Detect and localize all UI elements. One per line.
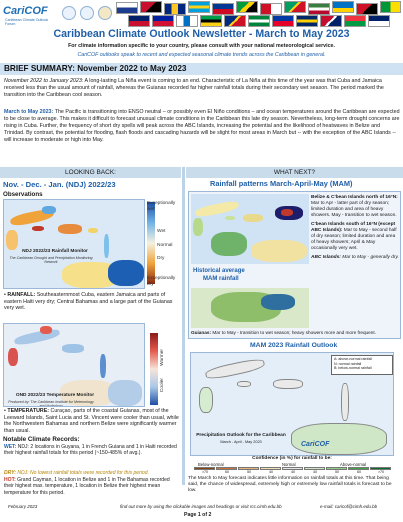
column-divider [182, 167, 185, 485]
hispaniola-shape [58, 224, 82, 234]
rain-map-caption: NDJ 2022/23 Rainfall Monitor [22, 249, 88, 254]
belize-shape [193, 218, 203, 236]
logo-word: CariCOF [3, 5, 48, 17]
key-normal: N: normal rainfall [334, 361, 362, 366]
note-north [311, 195, 399, 219]
scale-label-exceptionally-dry: Exceptionally dry [147, 276, 176, 287]
bahamas-shape [42, 206, 56, 214]
flag-icon [176, 15, 198, 27]
temperature-text: Curaçao, parts of the coastal Guianas, most of the Leeward Islands, Saint Lucia and St. Vincent were cooler than usual, while the Northwestern Bahamas and northern Belize were significantly warmer than usual. [4, 408, 179, 435]
legend-title: Confidence (in %) for rainfall to be: [252, 456, 332, 461]
note-head: ABC Islands: [311, 254, 341, 260]
flag-icon [344, 15, 366, 27]
header-banner [0, 0, 403, 28]
guianas-rain-map [191, 288, 309, 328]
intro-note: For climate information specific to your country, please consult with your national meteorological service. [68, 43, 335, 49]
legend-tick-label: 40 [269, 470, 273, 474]
noaa-emblem-icon [98, 6, 112, 20]
record-key: WET: [4, 444, 17, 450]
rainfall-text: Southeasternmost Cuba, eastern Jamaica and parts of eastern Haiti very dry; Central Bahamas and a large part of the Guianas very wet. [4, 292, 173, 312]
note-body: Mar to May - generally dry. [340, 254, 399, 260]
scale-label-cooler: Cooler [160, 378, 165, 393]
observations-subtitle: Observations [3, 191, 43, 198]
flag-icon [212, 3, 234, 15]
summary-lead-ndj: November 2022 to January 2023: [4, 78, 84, 84]
footer-email[interactable]: e-mail: caricof@cimh.edu.bb [320, 504, 378, 509]
footer [0, 502, 403, 522]
flag-icon [332, 1, 354, 13]
intro-scope-note: CariCOF outlooks speak to recent and expected seasonal climate trends across the Caribbean in general. [77, 52, 326, 58]
jamaica-shape [237, 381, 251, 387]
rainfall-label: RAINFALL: [7, 292, 36, 298]
what-next-header: WHAT NEXT? [186, 167, 403, 178]
outlook-key-box [331, 355, 393, 375]
flag-icon [164, 3, 186, 15]
note-abc [311, 255, 399, 261]
hispaniola-shape [243, 214, 263, 222]
flag-icon [248, 15, 270, 27]
guianas-wet-region [261, 294, 295, 310]
record-text: NDJ: No lowest rainfall totals were recorded for this period. [15, 470, 149, 476]
rainfall-bullet: • RAINFALL: Southeasternmost Cuba, eastern Jamaica and parts of eastern Haiti very dry; Central Bahamas and a large part of the Guianas very wet. [4, 292, 173, 312]
outlook-summary-text: The March to May forecast indicates little information on rainfall totals at this time. That being said, the chance of widespread, extremely high or extremely low rainfall totals is forecast to be low. [188, 476, 392, 494]
legend-tick-label: 50 [335, 470, 339, 474]
temp-map-caption: OND 2022/23 Temperature Monitor [15, 393, 95, 398]
flag-icon [296, 15, 318, 27]
confidence-legend [190, 456, 394, 474]
record-key: DRY: [4, 470, 16, 476]
key-below: B: below-normal rainfall [334, 366, 372, 371]
flag-icon [308, 3, 330, 15]
flag-icon [320, 15, 342, 27]
flag-icon [356, 3, 378, 15]
summary-paragraph-mam [4, 109, 400, 144]
cuba-shape [204, 357, 265, 381]
belize-shape [199, 387, 213, 413]
record-wet [4, 444, 180, 457]
wmo-emblem-icon [80, 6, 94, 20]
mam-outlook-map[interactable] [190, 352, 394, 456]
central-america-shape [211, 232, 247, 256]
temperature-label: TEMPERATURE: [7, 408, 50, 414]
legend-tick-label: 50 [247, 470, 251, 474]
rain-map-credit: The Caribbean Drought and Precipitation Monitoring Network [9, 256, 93, 265]
legend-group-normal: Normal [282, 462, 296, 467]
bahamas-shape [40, 326, 52, 334]
legend-tick-label: 40 [313, 470, 317, 474]
brief-summary-heading: BRIEF SUMMARY: November 2022 to May 2023 [0, 63, 403, 75]
flag-icon [152, 15, 174, 27]
guianas-text: Mar to May - transition to wet season; heavy showers more and more frequent. [211, 330, 376, 335]
legend-tick-label: >70 [201, 470, 209, 474]
looking-back-header: LOOKING BACK: [0, 167, 181, 178]
flag-icon [236, 1, 258, 13]
flag-icon [224, 15, 246, 27]
belize-shape [8, 348, 18, 366]
guianas-shape [108, 260, 144, 286]
jamaica-shape [225, 216, 235, 220]
flag-icon [116, 2, 138, 14]
record-hot [4, 477, 180, 496]
historical-rainfall-map [191, 194, 309, 264]
temp-map-credit: Produced by: The Caribbean Institute for Meteorology and Hydrology [8, 400, 94, 407]
legend-group-below: Below-normal [198, 462, 224, 467]
mam-historical-rainfall-panel[interactable] [188, 191, 401, 339]
flag-icon [284, 1, 306, 13]
flag-icon [140, 1, 162, 13]
flag-icon [188, 1, 210, 13]
mam-outlook-title[interactable]: MAM 2023 Rainfall Outlook [250, 342, 338, 349]
scale-label-normal: Normal [157, 243, 173, 248]
hispaniola-shape [273, 379, 303, 389]
rain-max-marker [281, 209, 293, 216]
flag-icon [128, 15, 150, 27]
guianas-shape [108, 380, 142, 406]
hispaniola-shape [62, 344, 84, 353]
summary-body-mam: The Pacific is transitioning into ENSO neutral – or possibly even El Niño conditions – and ocean temperatures around the Caribbean are expected to be close to average. This makes it difficult to forecast unusual climate conditions in the Caribbean this late dry season. Nevertheless, long-term drought concerns are rising in Cuba. Further, the frequency of short dry spells will peak across the ABC Islands, increasing the potential and the likelihood of heatwaves in Belize and Trinidad. By contrast, the potential for flooding, flash floods and cascading hazards will be slight for most areas in March but -- with the exception of the ABC Islands -- will increase to moderate or high into May. [4, 109, 400, 144]
flag-icon [260, 3, 282, 15]
flag-icon [368, 15, 390, 27]
legend-swatch-row [194, 467, 392, 475]
historical-label-1: Historical average [193, 268, 245, 274]
caricof-logo[interactable] [3, 2, 55, 26]
south-america-shape [251, 240, 307, 262]
summary-paragraph-ndj [4, 78, 400, 99]
record-text: Grand Cayman, 1 location in Belize and 1 in The Bahamas recorded their highest max. temperature, 1 location in Belize their highest mean temperature for this period. [4, 477, 170, 496]
note-body: Mar to May - second half of dry season; limited duration and area of heavy showers; April & May occasionally very wet. [311, 227, 397, 251]
legend-tick-label: 60 [225, 470, 229, 474]
scale-label-dry: Dry [157, 256, 165, 261]
regional-notes [311, 195, 399, 261]
puerto-rico-shape [88, 228, 98, 233]
outlook-caption: Precipitation Outlook for the Caribbean [196, 433, 286, 438]
historical-label-2: MAM rainfall [203, 276, 239, 282]
scale-label-exceptionally-wet: Exceptionally wet [147, 201, 176, 212]
note-south [311, 222, 399, 252]
flag-icon [272, 15, 294, 27]
legend-tick-label: >70 [377, 470, 385, 474]
cuba-shape [13, 327, 60, 346]
note-head: Belize & C'bean Islands north of 16°N: [311, 195, 398, 200]
legend-tick-label: 40 [291, 470, 295, 474]
summary-body-ndj: A long-lasting La Niña event is coming to an end. Characteristic of La Niña at this time of the year was that Cuba and Jamaica received less than the usual amount of rainfall, whereas the Guianas recorded far higher rainfall totals during their secondary wet season. The period marked the transition into the Caribbean cool season. [4, 78, 384, 99]
scale-label-wet: Wet [157, 229, 166, 234]
page-number: Page 1 of 2 [184, 512, 212, 518]
scale-label-warmer: Warmer [160, 349, 165, 366]
ndj-temperature-map[interactable] [3, 323, 145, 407]
footer-date: February 2023 [8, 504, 38, 509]
summary-lead-mam: March to May 2023: [4, 109, 54, 115]
guianas-note [191, 330, 400, 336]
lesser-antilles-shape [104, 234, 109, 258]
flag-icon [200, 15, 222, 27]
record-dry [4, 470, 180, 476]
logo-subtitle: Caribbean Climate Outlook Forum [5, 18, 49, 27]
legend-tick-label: 60 [357, 470, 361, 474]
note-body: Mar to Apr - latter part of dry season; limited duration and area of heavy showers. May - transition to wet season. [311, 200, 397, 218]
newsletter-title[interactable]: Caribbean Climate Outlook Newsletter - March to May 2023 [53, 28, 350, 40]
outlook-subcaption: March - April - May 2023 [220, 440, 262, 444]
footer-links[interactable]: find out more by using the clickable images and headings or visit rcc.cimh.edu.bb [120, 504, 282, 509]
caricof-mini-logo: CariCOF [301, 441, 330, 448]
notable-records-title: Notable Climate Records: [3, 436, 80, 443]
temperature-color-scale [150, 333, 158, 405]
flag-icon [380, 1, 401, 13]
ndj-rainfall-map[interactable] [3, 199, 145, 289]
legend-group-above: Above-normal [340, 462, 367, 467]
rain-color-scale [147, 202, 155, 284]
guianas-label: Guianas: [191, 330, 212, 335]
member-flags-strip [116, 1, 402, 28]
jamaica-shape [32, 226, 44, 231]
cimh-emblem-icon [62, 6, 76, 20]
record-key: HOT: [4, 477, 16, 483]
temperature-bullet: • TEMPERATURE: Curaçao, parts of the coastal Guianas, most of the Leeward Islands, Saint Lucia and St. Vincent were cooler than usual, while the Northwestern Bahamas and northern Belize were significantly warmer than usual. [4, 408, 179, 435]
rainfall-patterns-title[interactable]: Rainfall patterns March-April-May (MAM) [210, 179, 353, 188]
key-above: A: above-normal rainfall [334, 357, 372, 361]
belize-shape [6, 230, 18, 250]
south-america-shape [291, 423, 387, 455]
ndj-section-title[interactable]: Nov. - Dec. - Jan. (NDJ) 2022/23 [3, 180, 116, 189]
note-head: C'bean Islands south of 16°N (except ABC Islands): [311, 221, 396, 233]
record-text: NDJ: 2 locations in Guyana, 1 in French Guiana and 1 in Haiti recorded their highest rainfall totals for this period (~150-485% of avg.). [4, 444, 177, 457]
lesser-antilles-shape [100, 354, 106, 378]
lesser-antilles-shape [341, 383, 349, 421]
